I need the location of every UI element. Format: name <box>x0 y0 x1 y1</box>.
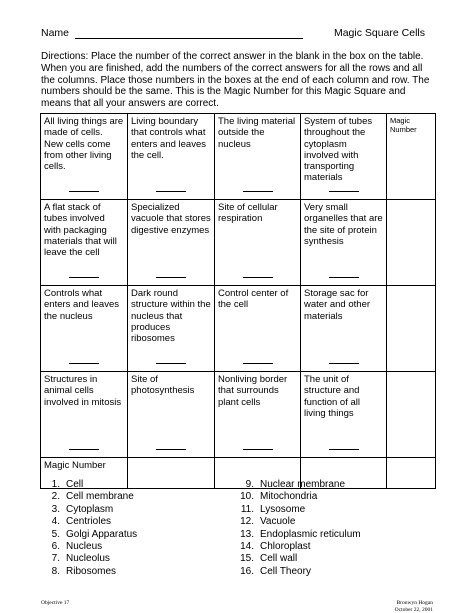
term-label: Chloroplast <box>260 541 311 553</box>
footer-objective: Objective 17 <box>41 600 70 606</box>
answer-blank[interactable] <box>69 449 99 450</box>
row-magic-number-cell[interactable] <box>387 286 436 372</box>
term-number: 3. <box>51 503 60 515</box>
answer-blank[interactable] <box>329 363 359 364</box>
list-item <box>238 491 361 503</box>
list-item <box>238 541 361 553</box>
footer-date: October 22, 2001 <box>394 606 433 613</box>
table-row <box>41 200 436 286</box>
term-label: Cell wall <box>260 553 298 565</box>
clue-text: Very small organelles that are the site of protein synthesis <box>304 202 383 247</box>
footer-author: Bronwyn Hogan <box>396 600 433 606</box>
term-number: 1. <box>51 479 60 490</box>
directions-text: Directions: Place the number of the correct answer in the blank in the box on the table. When you are finished, add the numbers of the correct answers for all the rows and all the columns. Place those numbers in the boxes at the end of each column and row. The numbers should be the same. This is the Magic Number for this Magic Square and means that all your answers are correct. <box>41 51 430 110</box>
answer-blank[interactable] <box>69 277 99 278</box>
answer-blank[interactable] <box>329 277 359 278</box>
list-item <box>44 516 137 528</box>
term-label: Nucleus <box>66 541 103 553</box>
clue-text: Control center of the cell <box>218 288 289 311</box>
clue-cell <box>128 372 215 458</box>
clue-text: Controls what enters and leaves the nucleus <box>44 288 119 322</box>
clue-cell <box>128 286 215 372</box>
answer-blank[interactable] <box>156 191 186 192</box>
clue-cell <box>301 286 387 372</box>
clue-cell <box>215 372 301 458</box>
clue-text: Site of photosynthesis <box>131 374 195 397</box>
term-label: Centrioles <box>66 516 112 528</box>
list-item <box>238 516 361 528</box>
table-row <box>41 372 436 458</box>
term-label: Cell <box>66 479 84 490</box>
clue-cell <box>128 200 215 286</box>
answer-blank[interactable] <box>243 191 273 192</box>
answer-blank[interactable] <box>243 449 273 450</box>
clue-text: Site of cellular respiration <box>218 202 278 225</box>
name-label: Name <box>41 27 70 39</box>
answer-blank[interactable] <box>156 449 186 450</box>
clue-text: Specialized vacuole that stores digestive enzymes <box>131 202 211 236</box>
column-magic-number-cell[interactable] <box>128 458 215 489</box>
clue-text: All living things are made of cells. New cells come from other living cells. <box>44 116 124 173</box>
name-blank-line[interactable] <box>75 38 303 39</box>
term-number: 12. <box>240 516 254 528</box>
answer-blank[interactable] <box>156 363 186 364</box>
term-number: 14. <box>240 541 254 553</box>
term-number: 5. <box>51 528 60 540</box>
clue-text: The living material outside the nucleus <box>218 116 296 150</box>
term-number: 10. <box>240 491 254 503</box>
clue-cell <box>301 200 387 286</box>
list-item <box>238 504 361 516</box>
term-label: Nucleolus <box>66 553 110 565</box>
clue-cell <box>41 372 128 458</box>
clue-cell <box>301 114 387 200</box>
term-label: Lysosome <box>260 503 306 515</box>
page-header <box>41 27 433 43</box>
corner-magic-number-cell[interactable] <box>387 458 436 489</box>
magic-number-row-label: Magic Number <box>44 460 106 471</box>
term-label: Ribosomes <box>66 565 117 577</box>
term-label: Golgi Apparatus <box>66 528 138 540</box>
worksheet-title: Magic Square Cells <box>333 27 425 39</box>
term-label: Cell membrane <box>66 491 134 503</box>
answer-blank[interactable] <box>69 363 99 364</box>
footer-credits <box>395 600 433 613</box>
term-number: 2. <box>51 491 60 503</box>
term-label: Mitochondria <box>260 491 318 503</box>
term-number: 8. <box>51 565 60 577</box>
list-item <box>238 553 361 565</box>
term-label: Vacuole <box>260 516 296 528</box>
clue-cell <box>128 114 215 200</box>
answer-blank[interactable] <box>156 277 186 278</box>
list-item <box>238 529 361 541</box>
term-label: Cell Theory <box>260 565 311 577</box>
table-row <box>41 286 436 372</box>
table-row <box>41 114 436 200</box>
list-item <box>44 541 137 553</box>
term-number: 7. <box>51 553 60 565</box>
term-number: 15. <box>240 553 254 565</box>
clue-text: Structures in animal cells involved in mitosis <box>44 374 122 408</box>
answer-blank[interactable] <box>243 363 273 364</box>
terms-column-left <box>44 479 137 578</box>
clue-cell <box>215 200 301 286</box>
clue-text: System of tubes throughout the cytoplasm involved with transporting materials <box>304 116 373 184</box>
term-label: Cytoplasm <box>66 503 114 515</box>
magic-square-table <box>40 113 436 489</box>
list-item <box>44 566 137 578</box>
list-item <box>44 491 137 503</box>
clue-text: Dark round structure within the nucleus that produces ribosomes <box>131 288 211 345</box>
term-label: Endoplasmic reticulum <box>260 528 361 540</box>
magic-number-column-label: Magic Number <box>390 116 417 134</box>
clue-cell <box>301 372 387 458</box>
answer-blank[interactable] <box>329 449 359 450</box>
answer-blank[interactable] <box>69 191 99 192</box>
list-item <box>238 566 361 578</box>
term-number: 16. <box>240 565 254 577</box>
clue-cell <box>215 286 301 372</box>
clue-cell <box>41 200 128 286</box>
clue-cell <box>215 114 301 200</box>
answer-blank[interactable] <box>329 191 359 192</box>
list-item <box>44 529 137 541</box>
clue-cell <box>41 286 128 372</box>
term-number: 9. <box>245 479 254 490</box>
terms-column-right <box>238 479 361 578</box>
clue-text: A flat stack of tubes involved with packaging materials that will leave the cell <box>44 202 117 259</box>
answer-blank[interactable] <box>243 277 273 278</box>
row-magic-number-cell[interactable] <box>387 200 436 286</box>
clue-text: Nonliving border that surrounds plant cells <box>218 374 288 408</box>
clue-text: Living boundary that controls what enters and leaves the cell. <box>131 116 206 161</box>
list-item <box>238 479 361 491</box>
list-item <box>44 479 137 491</box>
magic-number-column-header[interactable] <box>387 114 436 200</box>
clue-text: Storage sac for water and other materials <box>304 288 371 322</box>
term-number: 11. <box>240 503 254 515</box>
row-magic-number-cell[interactable] <box>387 372 436 458</box>
term-number: 13. <box>240 528 254 540</box>
term-number: 4. <box>51 516 60 528</box>
clue-cell <box>41 114 128 200</box>
clue-text: The unit of structure and function of all living things <box>304 374 360 419</box>
term-label: Nuclear membrane <box>260 479 346 490</box>
list-item <box>44 553 137 565</box>
term-number: 6. <box>51 541 60 553</box>
list-item <box>44 504 137 516</box>
